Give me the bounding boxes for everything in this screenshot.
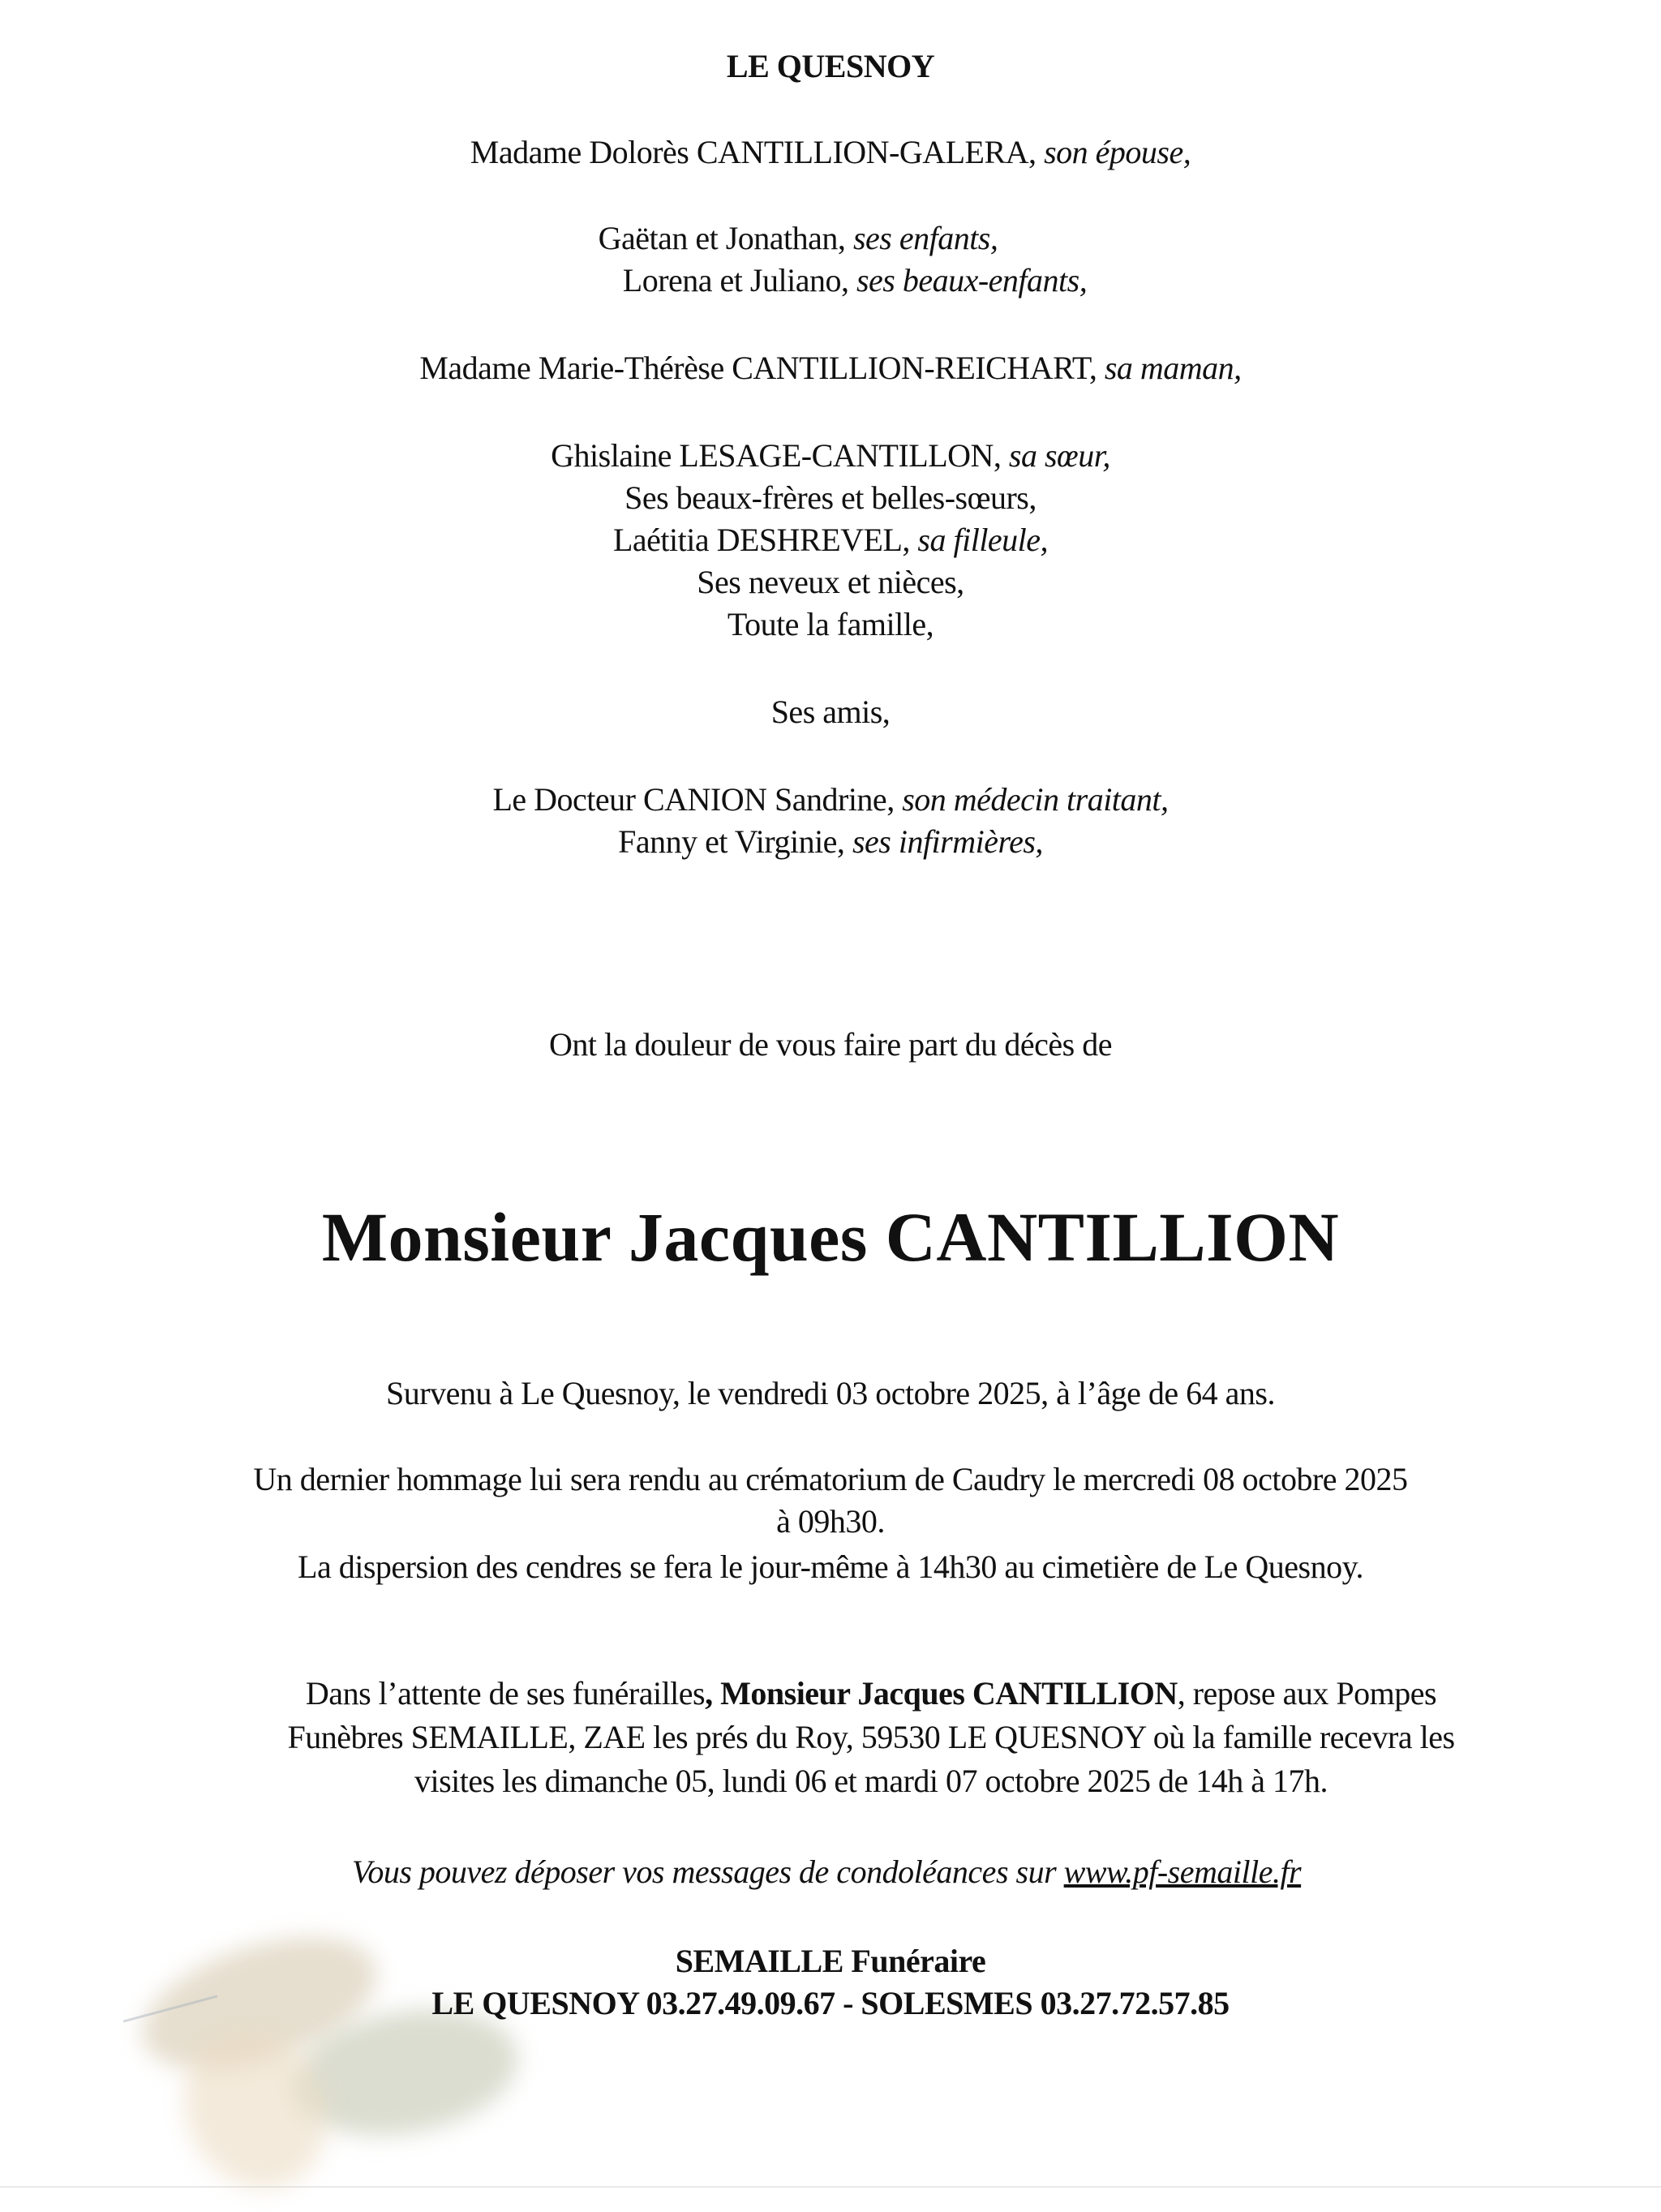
death-info: Survenu à Le Quesnoy, le vendredi 03 octobre 2025, à l’âge de 64 ans. <box>386 1375 1275 1411</box>
family-name: Madame Marie-Thérèse CANTILLION-REICHART, <box>419 350 1097 386</box>
family-line <box>24 260 1661 302</box>
company-phones: LE QUESNOY 03.27.49.09.67 - SOLESMES 03.27.72.57.85 <box>431 1985 1230 2021</box>
family-name: Ses beaux-frères et belles-sœurs, <box>624 479 1037 516</box>
family-relation: sa maman, <box>1104 350 1242 386</box>
family-line <box>0 779 1661 821</box>
family-line <box>0 561 1661 603</box>
condolences-link[interactable]: www.pf-semaille.fr <box>1063 1853 1302 1890</box>
ceremony-line: La dispersion des cendres se fera le jour-même à 14h30 au cimetière de Le Quesnoy. <box>298 1548 1363 1585</box>
family-name: Laétitia DESHREVEL, <box>612 522 910 558</box>
ceremony-line: à 09h30. <box>776 1503 885 1540</box>
header-place: LE QUESNOY <box>726 48 935 84</box>
family-name: Ses neveux et nièces, <box>697 564 964 600</box>
family-relation: sa filleule, <box>917 522 1049 558</box>
family-line <box>0 131 1661 174</box>
family-name: Fanny et Virginie, <box>618 823 845 860</box>
family-relation: son épouse, <box>1044 134 1191 170</box>
family-line <box>0 435 1661 477</box>
family-relation: son médecin traitant, <box>902 781 1169 818</box>
family-line <box>0 691 1661 733</box>
family-name: Le Docteur CANION Sandrine, <box>492 781 895 818</box>
family-line <box>0 217 1629 260</box>
family-line <box>0 519 1661 561</box>
family-name: Toute la famille, <box>727 606 934 642</box>
ceremony-line: Un dernier hommage lui sera rendu au crématorium de Caudry le mercredi 08 octobre 2025 <box>253 1461 1408 1497</box>
family-line <box>0 347 1661 389</box>
visitation-line: visites les dimanche 05, lundi 06 et mardi 07 octobre 2025 de 14h à 17h. <box>414 1763 1328 1799</box>
family-name: Ghislaine LESAGE-CANTILLON, <box>551 437 1002 474</box>
family-relation: sa sœur, <box>1008 437 1110 474</box>
visitation-suffix: , repose aux Pompes <box>1177 1675 1437 1712</box>
divider <box>0 2186 1661 2188</box>
announcement-text: Ont la douleur de vous faire part du décès de <box>549 1026 1112 1063</box>
visitation-deceased-name: , Monsieur Jacques CANTILLION <box>705 1675 1178 1712</box>
family-relation: ses beaux-enfants, <box>856 262 1088 299</box>
deceased-name: Monsieur Jacques CANTILLION <box>321 1198 1340 1276</box>
family-name: Lorena et Juliano, <box>622 262 849 299</box>
family-line <box>0 603 1661 646</box>
company-name: SEMAILLE Funéraire <box>675 1943 986 1979</box>
family-relation: ses enfants, <box>852 220 998 256</box>
condolences-text: Vous pouvez déposer vos messages de condoléances sur <box>351 1853 1064 1890</box>
family-line <box>0 477 1661 519</box>
family-name: Ses amis, <box>770 694 891 730</box>
visitation-line: Funèbres SEMAILLE, ZAE les prés du Roy, 59530 LE QUESNOY où la famille recevra les <box>287 1719 1455 1755</box>
family-name: Madame Dolorès CANTILLION-GALERA, <box>470 134 1037 170</box>
family-relation: ses infirmières, <box>852 823 1043 860</box>
family-name: Gaëtan et Jonathan, <box>598 220 846 256</box>
visitation-line <box>41 1673 1661 1715</box>
condolences-line <box>0 1851 1657 1893</box>
visitation-prefix: Dans l’attente de ses funérailles <box>305 1675 706 1712</box>
family-line <box>0 821 1661 863</box>
